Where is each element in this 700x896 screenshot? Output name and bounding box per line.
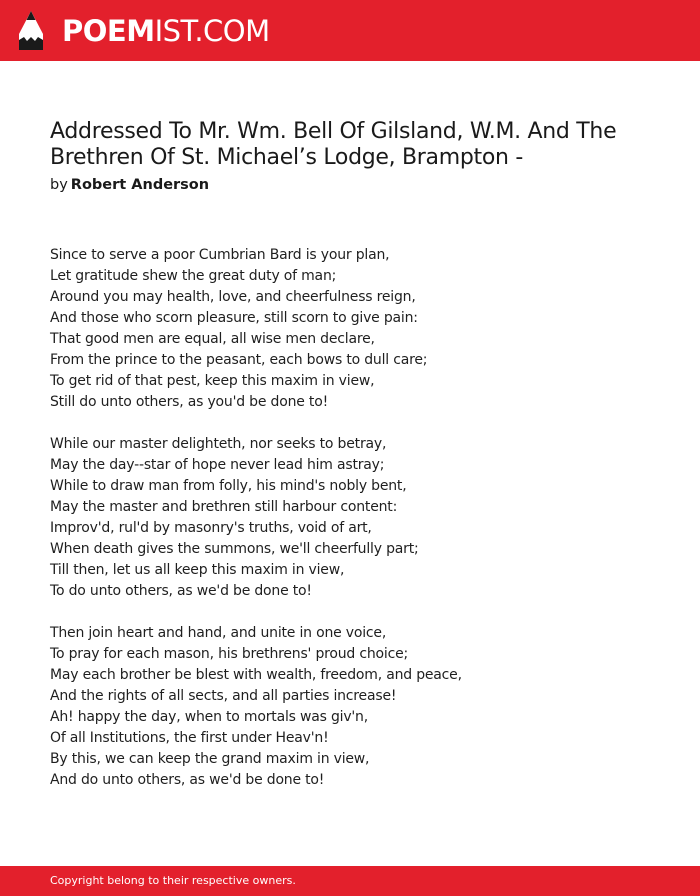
poem-line: To pray for each mason, his brethrens' proud choice; bbox=[50, 646, 409, 662]
poem-line: And those who scorn pleasure, still scorn to give pain: bbox=[50, 310, 418, 326]
poem-line: And the rights of all sects, and all parties increase! bbox=[50, 688, 397, 704]
site-header bbox=[0, 0, 700, 61]
stanza-3 bbox=[50, 623, 670, 791]
site-logo[interactable] bbox=[62, 13, 270, 49]
poem-line: Ah! happy the day, when to mortals was giv'n, bbox=[50, 709, 368, 725]
pencil-logo-icon[interactable] bbox=[18, 10, 44, 52]
poem-line: From the prince to the peasant, each bows to dull care; bbox=[50, 352, 428, 368]
poem-line: And do unto others, as we'd be done to! bbox=[50, 772, 325, 788]
poem-line: Of all Institutions, the first under Heav'n! bbox=[50, 730, 329, 746]
poem-title: Addressed To Mr. Wm. Bell Of Gilsland, W.M. And The Brethren Of St. Michael’s Lodge, Brampton - bbox=[50, 119, 617, 170]
poem-line: When death gives the summons, we'll cheerfully part; bbox=[50, 541, 419, 557]
poem-line: Then join heart and hand, and unite in one voice, bbox=[50, 625, 387, 641]
poem-line: Improv'd, rul'd by masonry's truths, void of art, bbox=[50, 520, 372, 536]
by-label: by bbox=[50, 177, 68, 193]
poem-line: That good men are equal, all wise men declare, bbox=[50, 331, 375, 347]
poem-line: To do unto others, as we'd be done to! bbox=[50, 583, 312, 599]
logo-text-light: IST.COM bbox=[154, 14, 270, 48]
poem-line: Till then, let us all keep this maxim in view, bbox=[50, 562, 345, 578]
logo-text-bold: POEM bbox=[62, 14, 155, 48]
stanza-2 bbox=[50, 434, 670, 602]
poem-line: May each brother be blest with wealth, freedom, and peace, bbox=[50, 667, 462, 683]
poem-line: Around you may health, love, and cheerfulness reign, bbox=[50, 289, 416, 305]
copyright-notice: Copyright belong to their respective owners. bbox=[50, 874, 296, 887]
poem-line: While our master delighteth, nor seeks to betray, bbox=[50, 436, 387, 452]
author-name[interactable]: Robert Anderson bbox=[70, 177, 210, 193]
site-footer bbox=[0, 866, 700, 896]
poem-line: Let gratitude shew the great duty of man; bbox=[50, 268, 337, 284]
poem-line: May the day--star of hope never lead him astray; bbox=[50, 457, 385, 473]
poem-line: To get rid of that pest, keep this maxim in view, bbox=[50, 373, 375, 389]
poem-line: Still do unto others, as you'd be done to! bbox=[50, 394, 328, 410]
poem-body bbox=[50, 245, 670, 812]
stanza-1 bbox=[50, 245, 670, 413]
poem-line: Since to serve a poor Cumbrian Bard is your plan, bbox=[50, 247, 390, 263]
poem-line: By this, we can keep the grand maxim in view, bbox=[50, 751, 370, 767]
byline bbox=[50, 175, 209, 195]
poem-line: While to draw man from folly, his mind's nobly bent, bbox=[50, 478, 407, 494]
poem-line: May the master and brethren still harbour content: bbox=[50, 499, 398, 515]
